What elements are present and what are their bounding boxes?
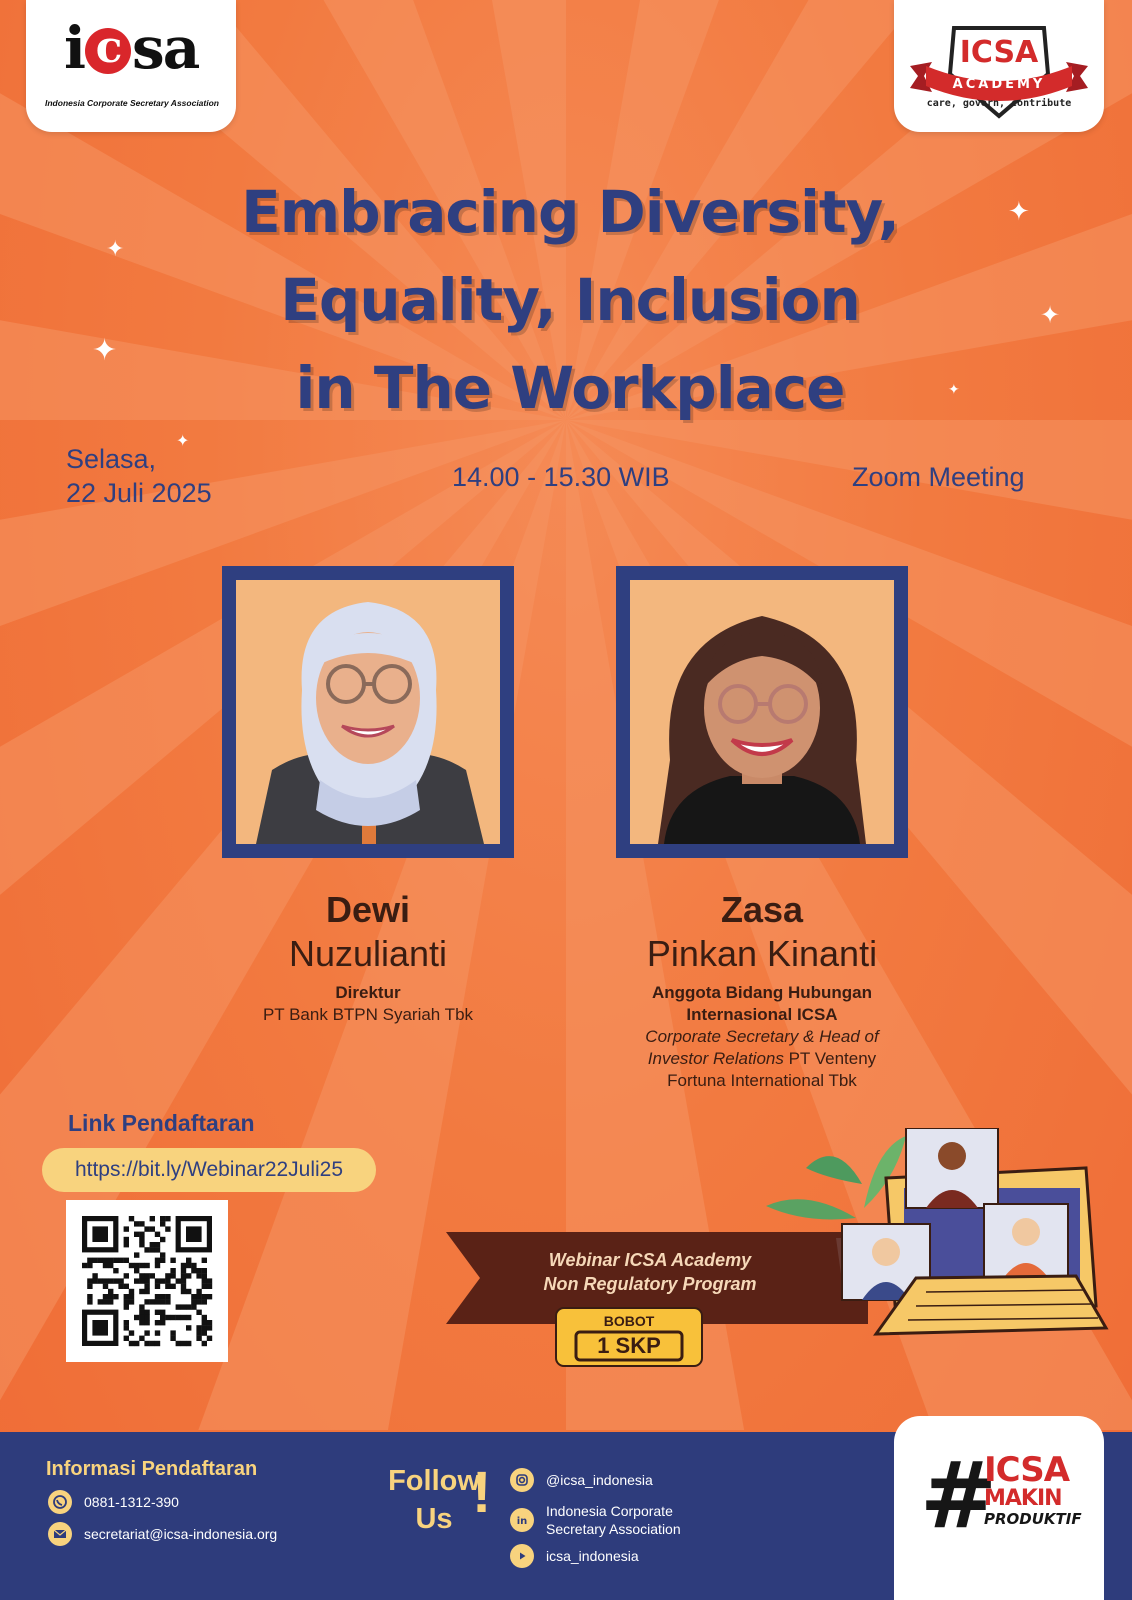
academy-logo-top-text: ICSA — [959, 35, 1039, 70]
speaker-2-photo — [630, 580, 894, 844]
instagram-icon — [510, 1468, 534, 1492]
registration-link[interactable]: https://bit.ly/Webinar22Juli25 — [42, 1148, 376, 1192]
hashtag-word-3: PRODUKTIF — [984, 1510, 1082, 1528]
qr-code-pattern — [66, 1200, 228, 1362]
speaker-2-role-line-2: Internasional ICSA — [686, 1005, 838, 1024]
speaker-2-photo-frame — [616, 566, 908, 858]
linkedin-icon — [510, 1508, 534, 1532]
academy-logo-ribbon-text: ACADEMY — [952, 77, 1046, 92]
speaker-2-company-2: Fortuna International Tbk — [667, 1071, 857, 1090]
speaker-1-company: PT Bank BTPN Syariah Tbk — [262, 1005, 474, 1024]
hashtag-word-1: ICSA — [984, 1450, 1070, 1490]
speaker-2-title-italic: Investor Relations — [647, 1049, 784, 1068]
title-line-2: Equality, Inclusion — [280, 266, 860, 334]
program-line-2: Non Regulatory Program — [543, 1274, 757, 1294]
email-address: secretariat@icsa-indonesia.org — [84, 1526, 278, 1542]
icsa-academy-logo — [902, 10, 1096, 126]
sparkle-icon: ✦ — [1040, 302, 1061, 329]
youtube-handle: icsa_indonesia — [546, 1548, 639, 1564]
speaker-2-info — [586, 888, 938, 1092]
whatsapp-icon — [48, 1490, 72, 1514]
speaker-2-company-1: PT Venteny — [783, 1049, 877, 1068]
speaker-1-info — [200, 888, 536, 1026]
phone-number: 0881-1312-390 — [84, 1494, 179, 1510]
sparkle-icon: ✦ — [1008, 196, 1030, 226]
follow-line-1: Follow — [388, 1465, 480, 1497]
academy-logo-tagline: care, govern, contribute — [926, 98, 1072, 109]
event-date-text: 22 Juli 2025 — [66, 478, 212, 508]
speaker-1-last-name: Nuzulianti — [288, 933, 448, 974]
bobot-label: BOBOT — [603, 1313, 655, 1329]
icsa-logo-subtitle: Indonesia Corporate Secretary Association — [45, 98, 219, 108]
speaker-1-photo — [236, 580, 500, 844]
registration-link-label: Link Pendaftaran — [68, 1110, 255, 1136]
sparkle-icon: ✦ — [92, 334, 118, 367]
hashtag-text — [984, 1452, 1082, 1528]
youtube-link[interactable] — [510, 1544, 639, 1568]
youtube-icon — [510, 1544, 534, 1568]
event-day: Selasa, — [66, 444, 157, 474]
title-line-1: Embracing Diversity, — [241, 178, 899, 246]
program-line-1: Webinar ICSA Academy — [548, 1250, 752, 1270]
speaker-1-first-name: Dewi — [325, 889, 411, 930]
linkedin-name-line-1: Indonesia Corporate — [546, 1503, 673, 1519]
registration-info-title: Informasi Pendaftaran — [46, 1458, 258, 1480]
speaker-1-role: Direktur — [335, 983, 401, 1002]
qr-code[interactable] — [66, 1200, 228, 1362]
speaker-1-photo-frame — [222, 566, 514, 858]
icsa-logo-wordmark: i c sa — [64, 14, 199, 82]
speaker-2-title-line-1: Corporate Secretary & Head of — [645, 1027, 879, 1046]
email-icon — [48, 1522, 72, 1546]
event-time: 14.00 - 15.30 WIB — [452, 462, 670, 492]
hashtag-word-2: MAKIN — [984, 1486, 1062, 1511]
instagram-handle: @icsa_indonesia — [546, 1472, 653, 1488]
event-date — [66, 442, 212, 510]
bobot-value: 1 SKP — [597, 1333, 661, 1358]
follow-exclamation: ! — [472, 1460, 492, 1525]
follow-line-2: Us — [415, 1503, 453, 1535]
linkedin-name-line-2: Secretary Association — [546, 1521, 681, 1537]
sparkle-icon: ✦ — [176, 433, 190, 450]
linkedin-name — [546, 1502, 681, 1538]
speaker-2-role-line-1: Anggota Bidang Hubungan — [651, 983, 873, 1002]
instagram-link[interactable] — [510, 1468, 653, 1492]
sparkle-icon: ✦ — [106, 236, 125, 261]
speaker-2-first-name: Zasa — [720, 889, 804, 930]
hashtag-symbol: # — [920, 1442, 998, 1549]
icsa-academy-logo-card — [894, 0, 1104, 132]
svg-text:in: in — [516, 1516, 528, 1527]
event-title — [100, 168, 1040, 432]
webinar-illustration — [746, 1128, 1126, 1338]
email-contact[interactable] — [48, 1522, 277, 1546]
event-venue: Zoom Meeting — [852, 462, 1025, 492]
follow-us — [374, 1462, 494, 1538]
title-line-3: in The Workplace — [295, 354, 845, 422]
phone-contact[interactable] — [48, 1490, 179, 1514]
speaker-2-title-line-2 — [586, 1048, 938, 1070]
linkedin-link[interactable] — [510, 1502, 681, 1538]
sparkle-icon: ✦ — [948, 381, 960, 397]
icsa-logo-card — [26, 0, 236, 132]
speaker-2-last-name: Pinkan Kinanti — [646, 933, 878, 974]
